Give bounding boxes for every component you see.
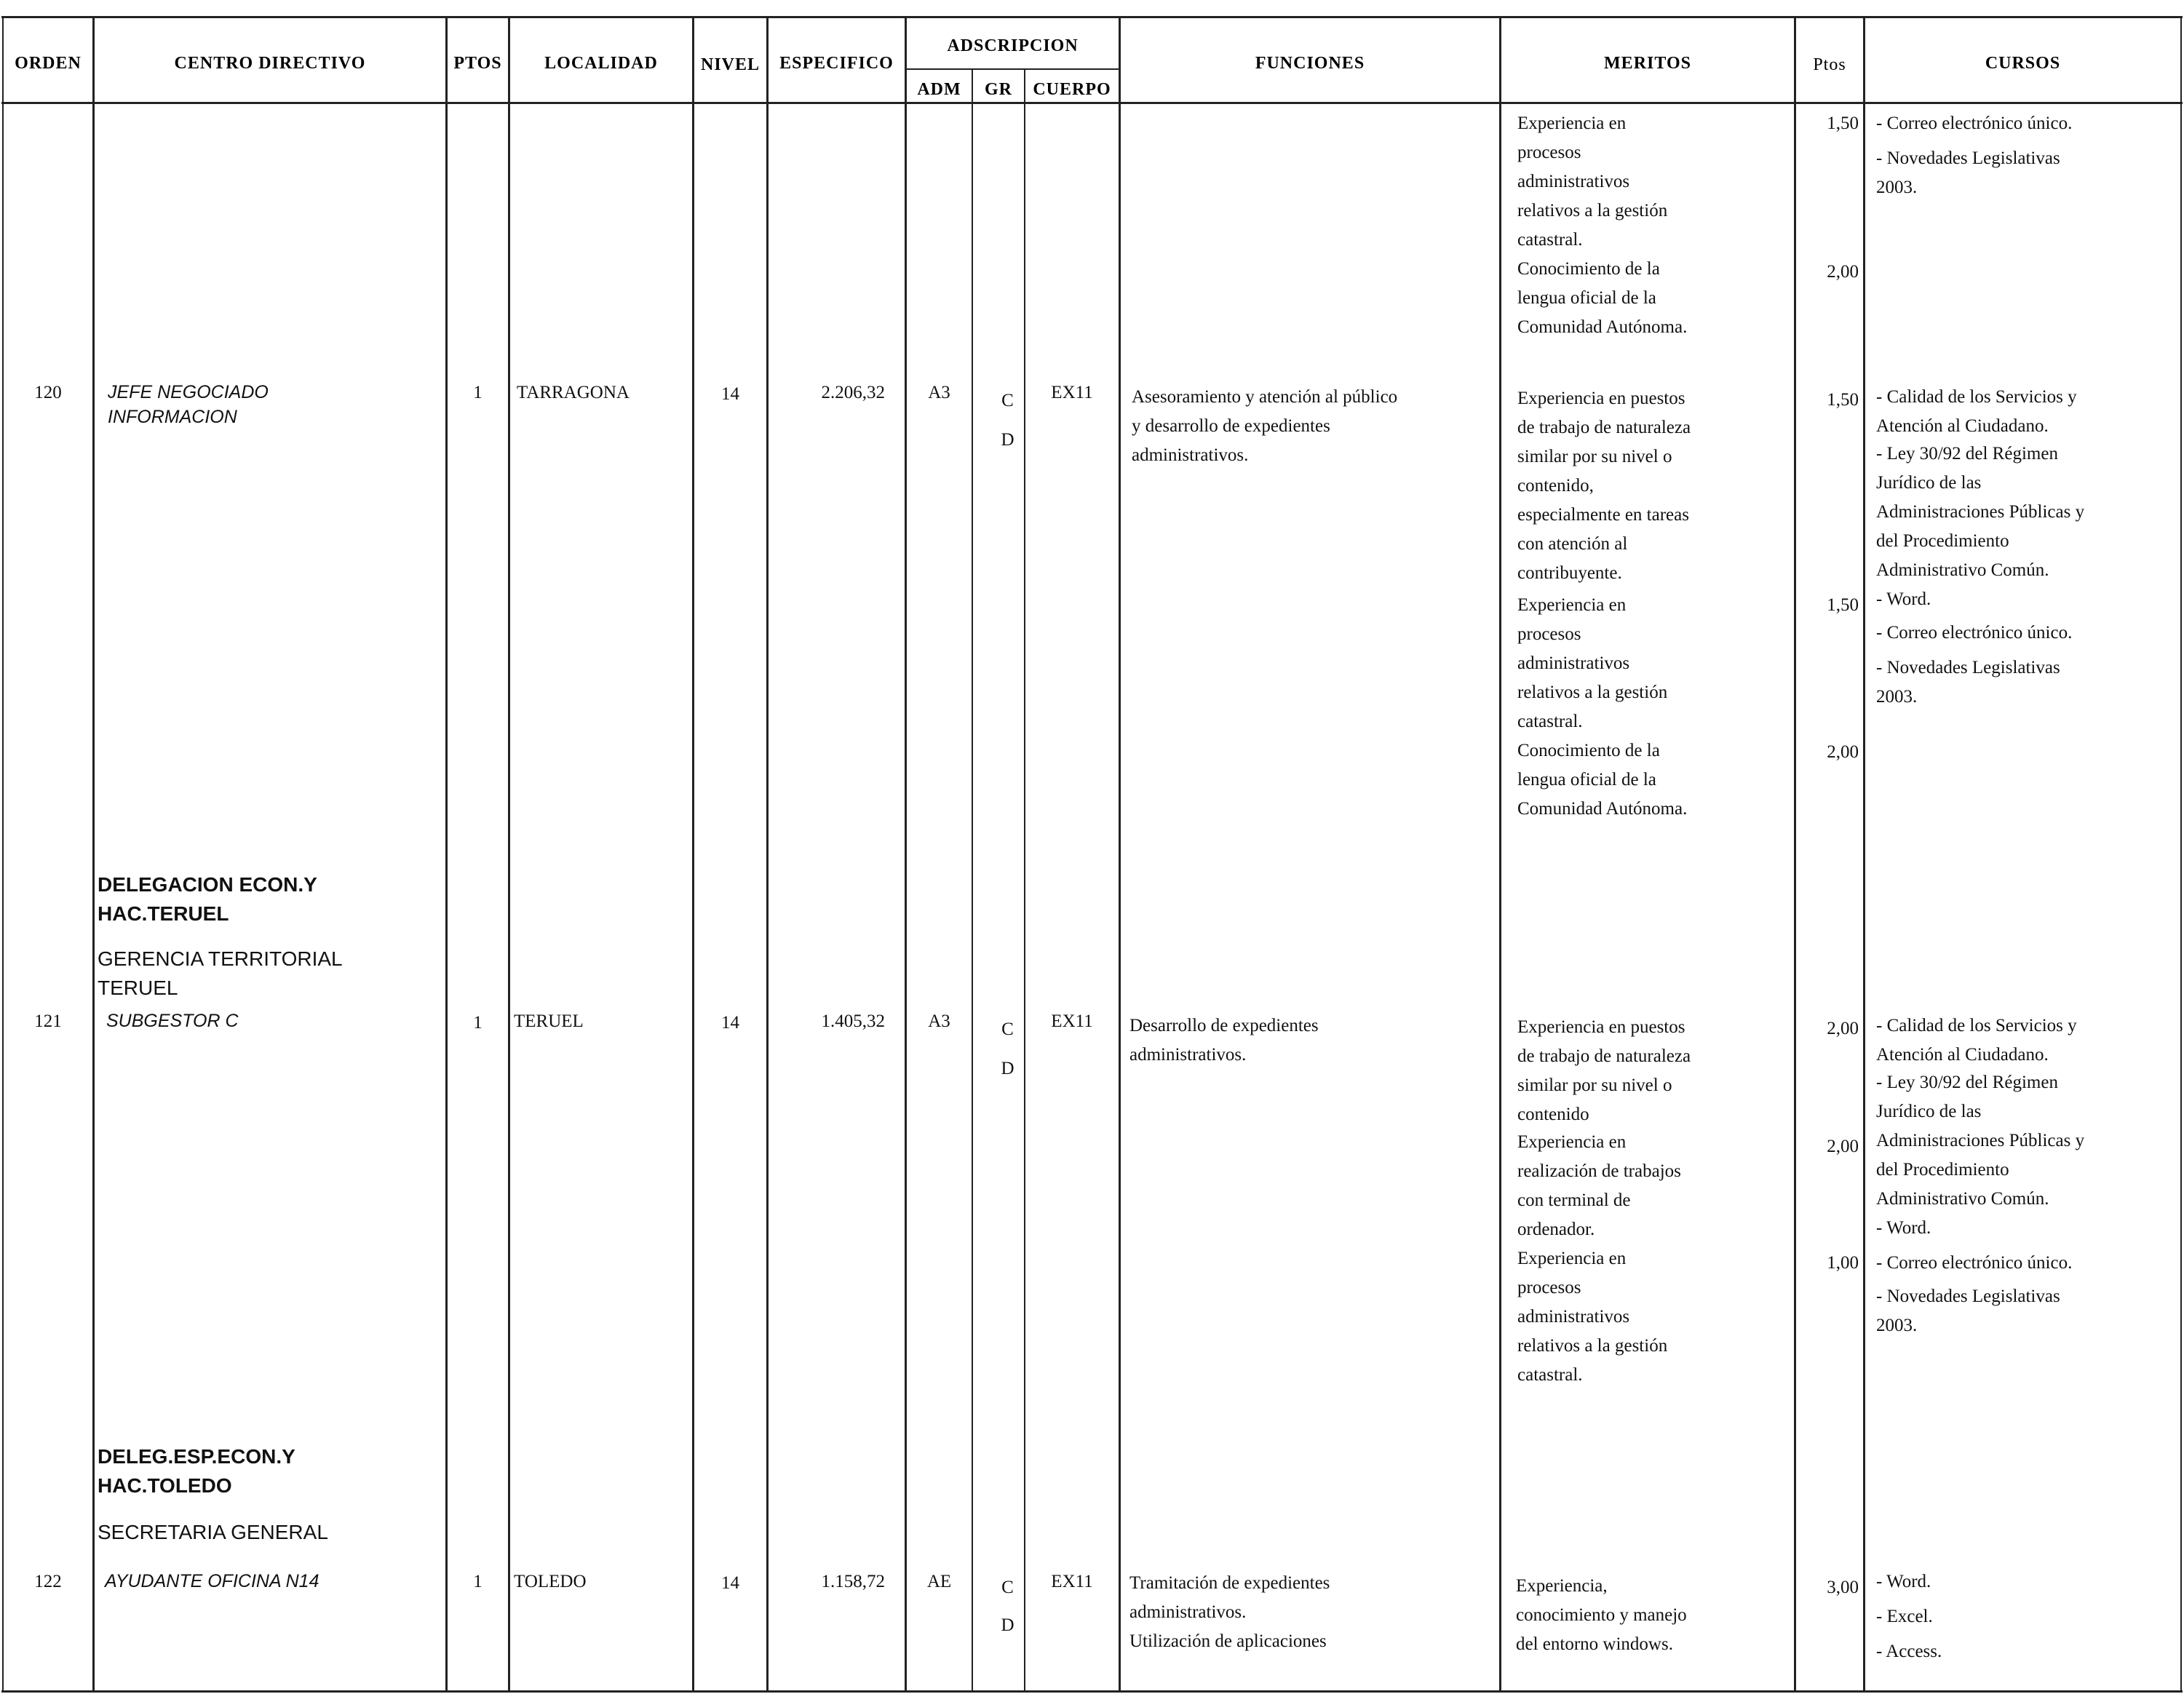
column-divider [1024, 68, 1025, 1693]
localidad-value: TARRAGONA [517, 383, 630, 402]
funciones-value: Desarrollo de expedientes administrativos. [1129, 1016, 1319, 1065]
header-nivel: NIVEL [700, 55, 761, 74]
column-divider [445, 16, 448, 1693]
group-heading: DELEGACION ECON.Y HAC.TERUEL [98, 873, 317, 925]
column-divider [692, 16, 694, 1693]
curso-text: - Word. [1876, 589, 1931, 609]
gr-value: C D [1001, 1578, 1014, 1635]
ptos-value: 1 [473, 1572, 483, 1591]
curso-text: - Correo electrónico único. [1876, 114, 2073, 133]
subgroup-heading: GERENCIA TERRITORIAL TERUEL [98, 947, 343, 999]
cuerpo-value: EX11 [1051, 1011, 1093, 1031]
column-divider [905, 16, 907, 1693]
adm-value: A3 [928, 1011, 950, 1031]
header-cuerpo: CUERPO [1033, 80, 1111, 99]
merito-points: 2,00 [1827, 1137, 1859, 1156]
header-especifico: ESPECIFICO [779, 54, 894, 73]
curso-text: - Calidad de los Servicios y Atención al Ciudadano. [1876, 1016, 2077, 1065]
especifico-value: 1.158,72 [821, 1572, 885, 1591]
header-bottom-border [1, 102, 2183, 104]
merito-text: Experiencia en realización de trabajos con terminal de ordenador. [1517, 1132, 1681, 1239]
header-gr: GR [985, 80, 1012, 99]
curso-text: - Correo electrónico único. [1876, 1253, 2073, 1273]
curso-text: - Excel. [1876, 1607, 1933, 1626]
column-divider [1863, 16, 1865, 1693]
column-divider [1119, 16, 1121, 1693]
ptos-value: 1 [473, 1013, 483, 1033]
curso-text: - Ley 30/92 del Régimen Jurídico de las Administraciones Públicas y del Procedimiento Administrativo Común. [1876, 1073, 2085, 1209]
header-ptos: PTOS [453, 54, 502, 73]
nivel-value: 14 [721, 1013, 739, 1033]
orden-value: 120 [34, 383, 62, 402]
cuerpo-value: EX11 [1051, 383, 1093, 402]
merito-text: Experiencia en procesos administrativos relativos a la gestión catastral. [1517, 114, 1668, 250]
merito-points: 2,00 [1827, 262, 1859, 282]
column-divider [2180, 16, 2182, 1693]
merito-text: Conocimiento de la lengua oficial de la Comunidad Autónoma. [1517, 259, 1688, 337]
header-ptos-meritos: Ptos [1813, 55, 1846, 74]
especifico-value: 2.206,32 [821, 383, 885, 402]
centro-directivo-value: AYUDANTE OFICINA N14 [105, 1571, 319, 1591]
adm-value: A3 [928, 383, 950, 402]
curso-text: - Word. [1876, 1572, 1931, 1591]
column-divider [766, 16, 769, 1693]
column-divider [972, 68, 973, 1693]
curso-text: - Calidad de los Servicios y Atención al Ciudadano. [1876, 387, 2077, 436]
table-bottom-border [1, 1690, 2183, 1693]
funciones-value: Tramitación de expedientes administrativos. Utilización de aplicaciones [1129, 1573, 1330, 1651]
header-adm: ADM [917, 80, 961, 99]
header-orden: ORDEN [15, 54, 82, 73]
merito-points: 1,50 [1827, 390, 1859, 410]
especifico-value: 1.405,32 [821, 1011, 885, 1031]
centro-directivo-value: SUBGESTOR C [106, 1011, 239, 1031]
curso-text: - Novedades Legislativas 2003. [1876, 148, 2060, 197]
header-adscripcion: ADSCRIPCION [947, 36, 1079, 55]
adm-value: AE [926, 1572, 952, 1591]
merito-text: Experiencia en procesos administrativos relativos a la gestión catastral. [1517, 595, 1668, 731]
gr-value: C D [1001, 391, 1014, 450]
header-cursos: CURSOS [1985, 54, 2061, 73]
header-funciones: FUNCIONES [1255, 54, 1365, 73]
orden-value: 121 [34, 1011, 62, 1031]
column-divider [508, 16, 510, 1693]
merito-points: 3,00 [1827, 1578, 1859, 1597]
curso-text: - Novedades Legislativas 2003. [1876, 1287, 2060, 1335]
curso-text: - Correo electrónico único. [1876, 623, 2073, 643]
orden-value: 122 [34, 1572, 62, 1591]
merito-points: 1,50 [1827, 114, 1859, 133]
header-localidad: LOCALIDAD [544, 54, 658, 73]
merito-text: Experiencia en puestos de trabajo de naturaleza similar por su nivel o contenido [1517, 1017, 1691, 1124]
merito-points: 1,00 [1827, 1253, 1859, 1273]
adscripcion-divider [905, 68, 1120, 70]
subgroup-heading: SECRETARIA GENERAL [98, 1521, 328, 1543]
curso-text: - Novedades Legislativas 2003. [1876, 658, 2060, 707]
merito-text: Conocimiento de la lengua oficial de la Comunidad Autónoma. [1517, 741, 1688, 819]
group-heading: DELEG.ESP.ECON.Y HAC.TOLEDO [98, 1445, 295, 1497]
column-divider [1499, 16, 1501, 1693]
localidad-value: TOLEDO [514, 1572, 587, 1591]
header-centro-directivo: CENTRO DIRECTIVO [174, 54, 366, 73]
column-divider [92, 16, 95, 1693]
cuerpo-value: EX11 [1051, 1572, 1093, 1591]
funciones-value: Asesoramiento y atención al público y desarrollo de expedientes administrativos. [1132, 387, 1398, 465]
column-divider [2, 16, 4, 1693]
centro-directivo-value: JEFE NEGOCIADO INFORMACION [108, 382, 269, 427]
merito-points: 2,00 [1827, 1019, 1859, 1038]
merito-points: 1,50 [1827, 595, 1859, 615]
gr-value: C D [1001, 1019, 1014, 1078]
merito-text: Experiencia, conocimiento y manejo del entorno windows. [1516, 1576, 1687, 1654]
merito-text: Experiencia en procesos administrativos relativos a la gestión catastral. [1517, 1249, 1668, 1385]
localidad-value: TERUEL [514, 1011, 584, 1031]
merito-text: Experiencia en puestos de trabajo de naturaleza similar por su nivel o contenido, especialmente en tareas con atención al contribuyente. [1517, 389, 1691, 583]
merito-points: 2,00 [1827, 742, 1859, 762]
curso-text: - Access. [1876, 1642, 1942, 1661]
header-meritos: MERITOS [1604, 54, 1691, 73]
table-top-border [1, 16, 2183, 18]
ptos-value: 1 [473, 383, 483, 402]
curso-text: - Ley 30/92 del Régimen Jurídico de las Administraciones Públicas y del Procedimiento Administrativo Común. [1876, 444, 2085, 580]
nivel-value: 14 [721, 384, 739, 404]
nivel-value: 14 [721, 1573, 739, 1593]
curso-text: - Word. [1876, 1218, 1931, 1238]
